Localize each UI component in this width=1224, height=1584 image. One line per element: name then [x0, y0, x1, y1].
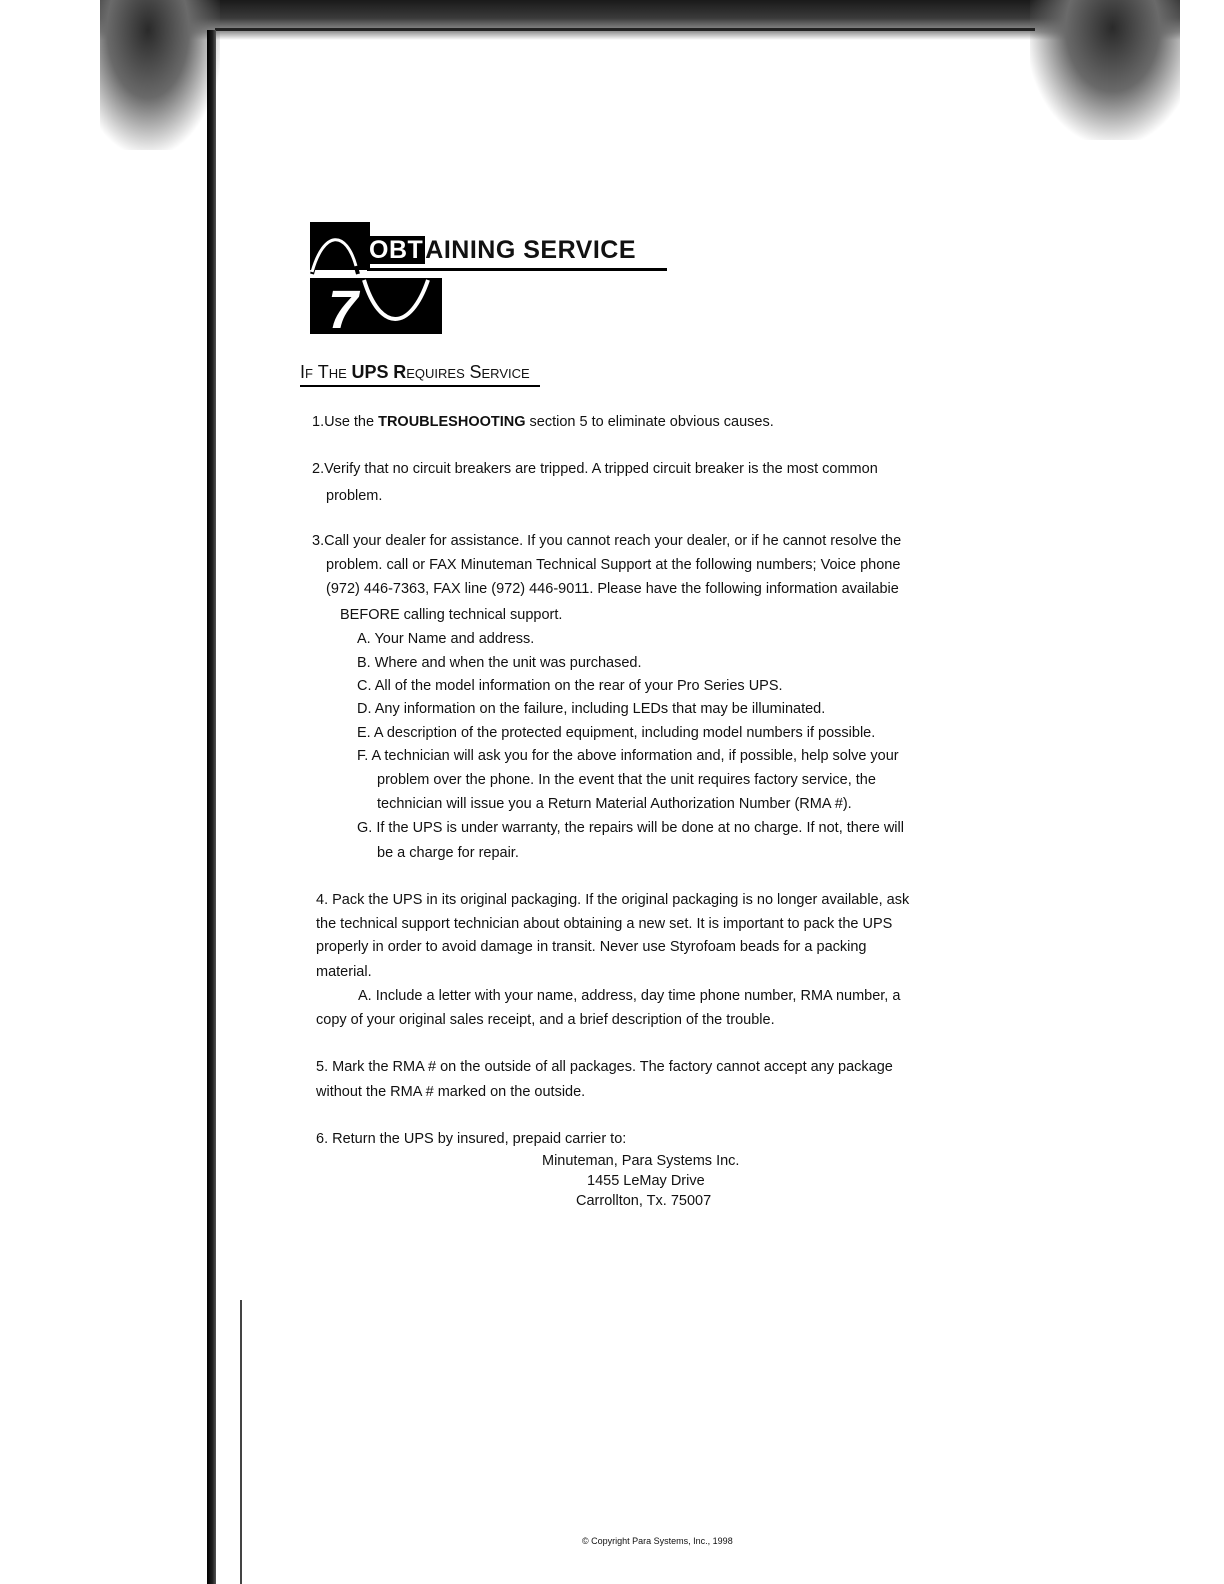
step-3-item-e: E. A description of the protected equipment, including model numbers if possible.: [357, 725, 876, 741]
heading-letter: F: [305, 366, 313, 381]
chapter-title-lead: OBT: [369, 236, 424, 264]
scan-shadow-left: [100, 0, 220, 150]
step-3-item-a: A. Your Name and address.: [357, 631, 535, 647]
step-5-line-1: 5. Mark the RMA # on the outside of all packages. The factory cannot accept any package: [316, 1059, 893, 1075]
section-heading: [300, 362, 540, 387]
step-5-line-2: without the RMA # marked on the outside.: [316, 1084, 586, 1100]
step-4-line-4: material.: [316, 964, 372, 980]
step-3-item-f-line-3: technician will issue you a Return Material Authorization Number (RMA #).: [377, 796, 852, 812]
step-1-prefix: 1.Use the: [312, 414, 379, 430]
heading-letter: ERVICE: [481, 366, 530, 381]
chapter-title-rule: [367, 268, 667, 271]
step-2-line-2: problem.: [326, 488, 383, 504]
step-1-bold: TROUBLESHOOTING: [378, 414, 526, 430]
chapter-title-rest: AINING SERVICE: [425, 236, 637, 264]
heading-letter: HE: [328, 366, 347, 381]
step-2-line-1: 2.Verify that no circuit breakers are tripped. A tripped circuit breaker is the most common: [312, 461, 878, 477]
step-3-line-4: BEFORE calling technical support.: [340, 607, 563, 623]
step-1: [312, 410, 774, 434]
step-4-line-2: the technical support technician about obtaining a new set. It is important to pack the UPS: [316, 916, 893, 932]
step-1-suffix: section 5 to eliminate obvious causes.: [525, 414, 774, 430]
scan-shadow-top: [100, 0, 1180, 40]
heading-letter: S: [469, 362, 482, 382]
step-3-item-f-line-2: problem over the phone. In the event that the unit requires factory service, the: [377, 772, 876, 788]
chapter-number: 7: [328, 280, 359, 334]
heading-ups: UPS: [351, 362, 389, 382]
page-left-edge: [207, 30, 216, 1584]
step-3-item-d: D. Any information on the failure, including LEDs that may be illuminated.: [357, 701, 826, 717]
chapter-title: [367, 236, 636, 265]
address-line-3: Carrollton, Tx. 75007: [576, 1193, 712, 1209]
step-3-item-f-line-1: F. A technician will ask you for the above information and, if possible, help solve your: [357, 748, 899, 764]
scan-shadow-right: [1030, 0, 1180, 140]
step-6: 6. Return the UPS by insured, prepaid carrier to:: [316, 1131, 627, 1147]
step-4-line-3: properly in order to avoid damage in transit. Never use Styrofoam beads for a packing: [316, 939, 867, 955]
heading-letter: R: [393, 362, 407, 382]
heading-letter: I: [300, 362, 306, 382]
page-left-edge-thin: [240, 1300, 242, 1584]
step-3-line-1: 3.Call your dealer for assistance. If you cannot reach your dealer, or if he cannot resolve the: [312, 533, 902, 549]
step-3-item-g-line-2: be a charge for repair.: [377, 845, 519, 861]
address-line-2: 1455 LeMay Drive: [587, 1173, 705, 1189]
step-4-item-a-line-2: copy of your original sales receipt, and a brief description of the trouble.: [316, 1012, 775, 1028]
step-3-item-g-line-1: G. If the UPS is under warranty, the repairs will be done at no charge. If not, there will: [357, 820, 904, 836]
step-3-line-3: (972) 446-7363, FAX line (972) 446-9011. Please have the following information availabie: [326, 581, 899, 597]
copyright-footer: © Copyright Para Systems, Inc., 1998: [582, 1536, 733, 1546]
step-3-line-2: problem. call or FAX Minuteman Technical Support at the following numbers; Voice phone: [326, 557, 901, 573]
step-3-item-b: B. Where and when the unit was purchased.: [357, 655, 642, 671]
page-top-edge: [215, 28, 1035, 31]
step-4-item-a-line-1: A. Include a letter with your name, address, day time phone number, RMA number, a: [358, 988, 901, 1004]
heading-letter: T: [317, 362, 329, 382]
heading-letter: EQUIRES: [406, 366, 465, 381]
step-4-line-1: 4. Pack the UPS in its original packaging. If the original packaging is no longer available, ask: [316, 892, 910, 908]
step-3-item-c: C. All of the model information on the rear of your Pro Series UPS.: [357, 678, 783, 694]
address-line-1: Minuteman, Para Systems Inc.: [542, 1153, 740, 1169]
